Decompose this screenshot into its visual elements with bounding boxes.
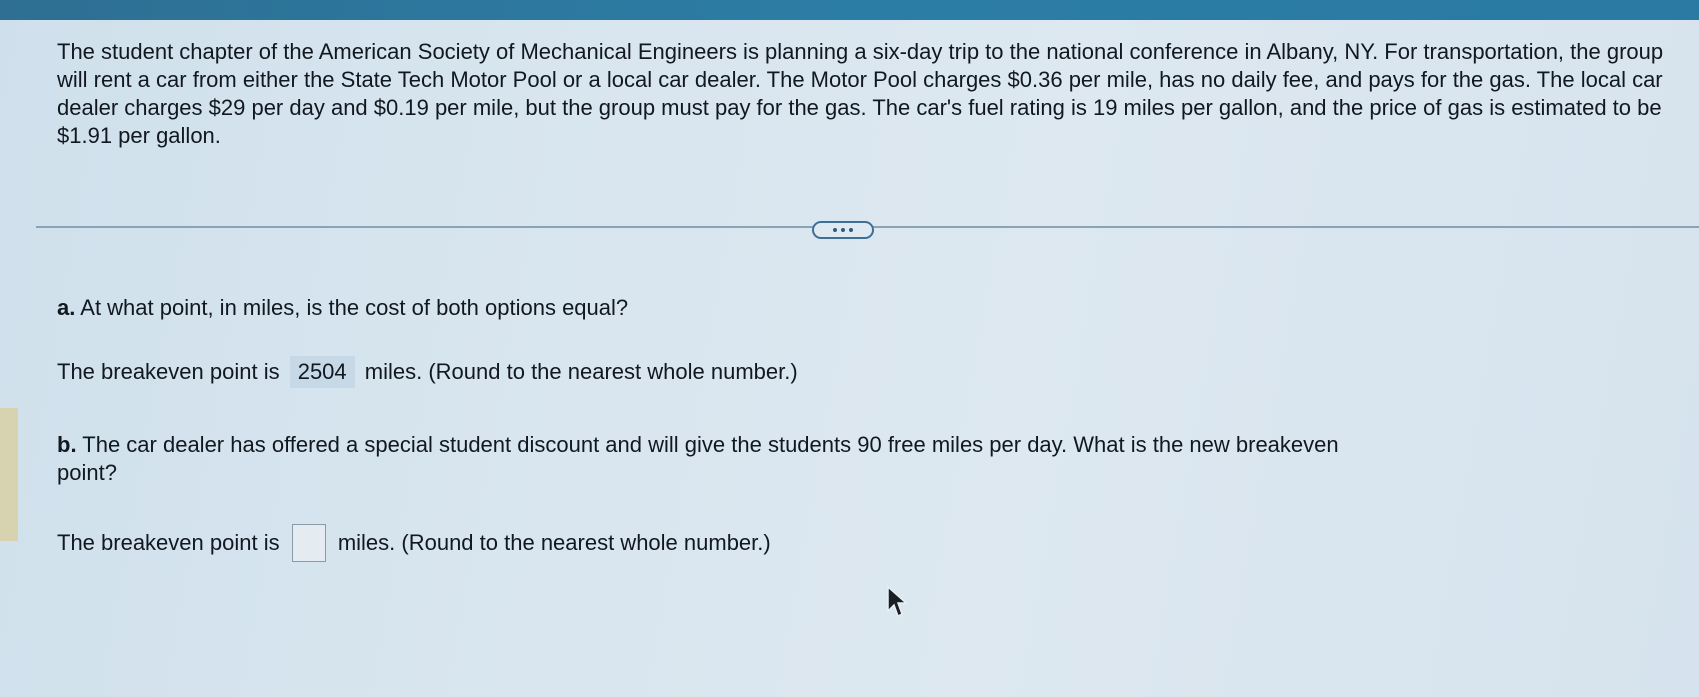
part-b-answer-input[interactable] (292, 524, 326, 562)
mouse-pointer-icon (886, 585, 910, 619)
part-a-answer-prefix: The breakeven point is (57, 359, 280, 384)
part-b-question-continued: point? (57, 460, 117, 485)
part-b-answer-suffix: miles. (Round to the nearest whole number.) (337, 530, 771, 555)
part-a-answer-line (57, 356, 798, 388)
part-a-question-text: At what point, in miles, is the cost of both options equal? (80, 295, 629, 320)
part-b-question-text: The car dealer has offered a special student discount and will give the students 90 free miles per day. What is the new breakeven (82, 432, 1339, 457)
problem-statement: The student chapter of the American Society of Mechanical Engineers is planning a six-day trip to the national conference in Albany, NY. For transportation, the group will rent a car from either the State Tech Motor Pool or a local car dealer. The Motor Pool charges $0.36 per mile, has no daily fee, and pays for the gas. The local car dealer charges $29 per day and $0.19 per mile, but the group must pay for the gas. The car's fuel rating is 19 miles per gallon, and the price of gas is estimated to be $1.91 per gallon. (57, 39, 1664, 148)
part-b-answer-line (57, 524, 771, 562)
part-a-answer-suffix: miles. (Round to the nearest whole number.) (364, 359, 798, 384)
part-b-label: b. (57, 432, 77, 457)
part-b-answer-prefix: The breakeven point is (57, 530, 280, 555)
part-a-answer-field[interactable]: 2504 (290, 356, 355, 388)
part-a-label: a. (57, 295, 76, 320)
ellipsis-icon (833, 228, 853, 232)
more-options-button[interactable] (812, 221, 874, 239)
part-a-question (57, 294, 628, 322)
top-bar (0, 0, 1699, 20)
part-b-question (57, 431, 1339, 459)
left-side-tab (0, 408, 18, 541)
